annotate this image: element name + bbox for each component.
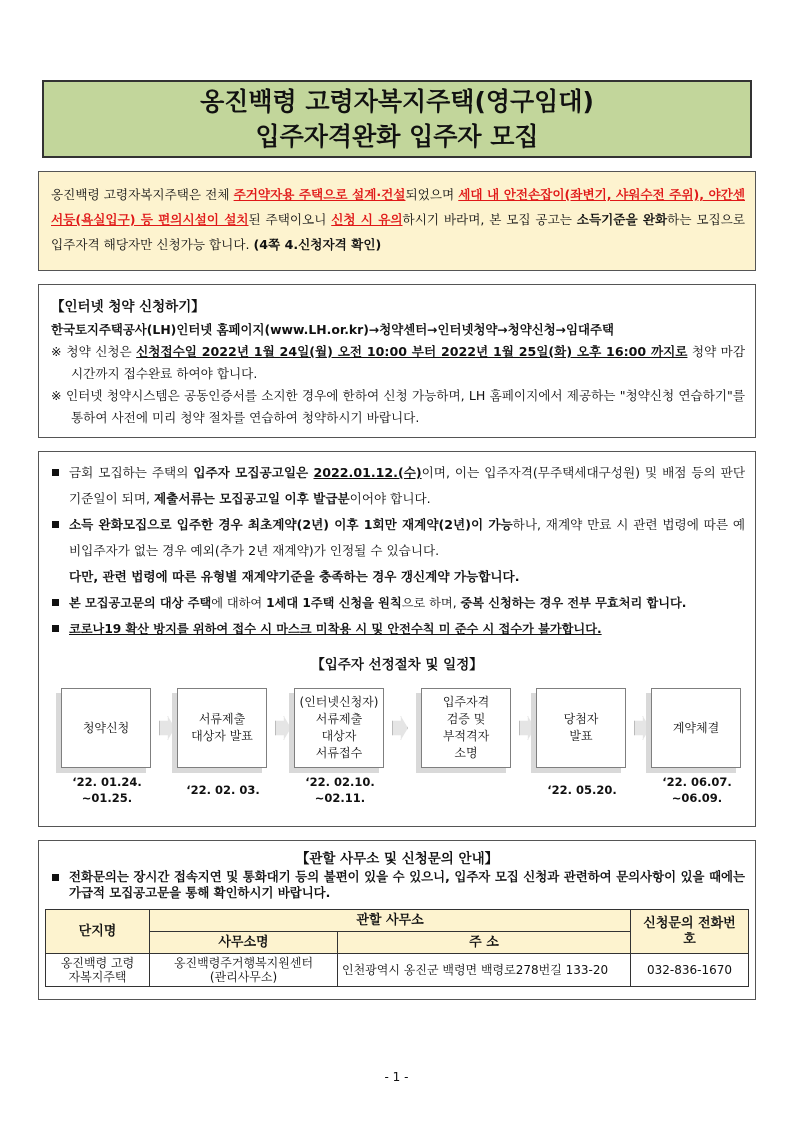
- step-label: 검증 및: [446, 712, 486, 726]
- step-label: 계약체결: [672, 720, 720, 735]
- arrow-right-icon: [634, 716, 650, 740]
- notice-text: 하시기 바라며, 본 모집 공고는: [402, 212, 577, 227]
- date-line: ~01.25.: [81, 791, 133, 805]
- schedule-date: [642, 774, 752, 806]
- schedule-date: [285, 774, 395, 806]
- notice-text: 하는 모집으로 입주자격 해당자만 신청가능 합니다.: [51, 212, 746, 252]
- notice-reference: (4쪽 4.신청자격 확인): [253, 237, 382, 252]
- header-phone: 신청문의 전화번호: [631, 910, 749, 954]
- schedule-date: [52, 774, 162, 806]
- notice-text: 옹진백령 고령자복지주택은 전체: [51, 187, 234, 202]
- bullet-announcement-date: [49, 460, 745, 512]
- notice-emphasis: 소득기준을 완화: [576, 212, 668, 227]
- header-address: 주 소: [338, 932, 631, 954]
- date-line: ~02.11.: [314, 791, 366, 805]
- date-line: ‘22. 01.24.: [72, 775, 142, 789]
- bullet-emphasis: 소득 완화모집으로 입주한 경우 최초계약(2년) 이후 1회만 재계약(2년)이 가능: [69, 517, 513, 532]
- header-complex: 단지명: [46, 910, 150, 954]
- step-label: 부적격자: [442, 729, 490, 743]
- announcement-date: 2022.01.12.(수): [313, 465, 422, 480]
- bullet-emphasis: 본 모집공고문의 대상 주택: [69, 596, 212, 610]
- office-table: [45, 909, 749, 987]
- apply-heading: 【인터넷 청약 신청하기】: [51, 299, 205, 315]
- bullet-text: 하나, 재계약 만료 시 관련 법령에 따른 예비입주자가 없는 경우 예외(추가 2년 재계약)가 인정될 수 있습니다.: [69, 517, 745, 558]
- notice-box: [38, 171, 756, 271]
- step-label: 소명: [454, 746, 478, 760]
- arrow-right-icon: [159, 716, 175, 740]
- page-number: - 1 -: [384, 1070, 409, 1084]
- notice-text: 되었으며: [405, 187, 459, 202]
- header-office: 관할 사무소: [150, 910, 631, 932]
- step-label: 서류접수: [315, 746, 363, 760]
- bullet-text: 이며, 이는 입주자격(무주택세대구성원) 및 배점 등의 판단 기준일이 되며,: [69, 465, 745, 506]
- cell-complex: 옹진백령 고령자복지주택: [46, 954, 150, 987]
- internet-apply-box: [38, 284, 756, 438]
- bullet-square-icon: [52, 874, 59, 881]
- schedule-step-winner: [536, 688, 626, 768]
- date-line: ‘22. 06.07.: [662, 775, 732, 789]
- bullet-one-house: [49, 590, 745, 616]
- bullet-covid: [49, 616, 745, 642]
- bullet-emphasis: 입주자 모집공고일은: [193, 465, 314, 480]
- step-label: 청약신청: [82, 720, 130, 735]
- bullet-emphasis: 코로나19 확산 방지를 위하여 접수 시 마스크 미착용 시 및 안전수칙 미 준수 시 접수가 불가합니다.: [69, 622, 602, 636]
- schedule-step-doc-submit: [294, 688, 384, 768]
- schedule-step-verification: [421, 688, 511, 768]
- bullet-emphasis: 중복 신청하는 경우 전부 무효처리 합니다.: [460, 596, 687, 610]
- date-line: ‘22. 05.20.: [547, 783, 617, 797]
- bullet-emphasis: 1세대 1주택 신청을 원칙: [266, 596, 402, 610]
- step-label: 대상자 발표: [191, 729, 253, 743]
- schedule-step-apply: [61, 688, 151, 768]
- office-phone-note: [49, 869, 745, 901]
- office-info-box: [38, 840, 756, 1000]
- schedule-step-doc-target: [177, 688, 267, 768]
- apply-path: 한국토지주택공사(LH)인터넷 홈페이지(www.LH.or.kr)→청약센터→인터넷청약→청약신청→임대주택: [51, 322, 614, 337]
- title-line-2: 입주자격완화 입주자 모집: [255, 122, 539, 151]
- step-label: (인터넷신청자): [299, 695, 379, 709]
- cell-phone: 032-836-1670: [631, 954, 749, 987]
- main-info-box: [38, 451, 756, 827]
- bullet-recontract: [49, 512, 745, 564]
- apply-note-text: 청약 마감시간까지 접수완료 하여야 합니다.: [71, 344, 746, 381]
- bullet-emphasis: 제출서류는 모집공고일 이후 발급분: [154, 491, 350, 506]
- title-line-1: 옹진백령 고령자복지주택(영구임대): [200, 87, 594, 116]
- office-note-text: 전화문의는 장시간 접속지연 및 통화대기 등의 불편이 있을 수 있으니, 입주자 모집 신청과 관련하여 문의사항이 있을 때에는 가급적 모집공고문을 통해 확인하시기 바랍니다.: [69, 869, 745, 900]
- date-line: ~06.09.: [671, 791, 723, 805]
- arrow-right-icon: [392, 716, 408, 740]
- bullet-square-icon: [52, 521, 59, 528]
- notice-highlight: 신청 시 유의: [331, 212, 403, 227]
- schedule-title: 【입주자 선정절차 및 일정】: [311, 657, 483, 673]
- step-label: 서류제출: [198, 712, 246, 726]
- apply-note-text: ※ 청약 신청은: [51, 344, 137, 359]
- header-office-name: 사무소명: [150, 932, 338, 954]
- bullet-square-icon: [52, 625, 59, 632]
- cell-office-name: 옹진백령주거행복지원센터 (관리사무소): [150, 954, 338, 987]
- apply-period: 신청접수일 2022년 1월 24일(월) 오전 10:00 부터 2022년 1월 25일(화) 오후 16:00 까지로: [136, 344, 688, 359]
- bullet-text: 금회 모집하는 주택의: [69, 465, 194, 480]
- step-label: 대상자: [321, 729, 357, 743]
- apply-period-note: [51, 341, 745, 385]
- cell-address: 인천광역시 옹진군 백령면 백령로278번길 133-20: [338, 954, 631, 987]
- schedule-date: [527, 782, 637, 798]
- arrow-right-icon: [519, 716, 535, 740]
- step-label: 당첨자: [563, 712, 599, 726]
- schedule-step-contract: [651, 688, 741, 768]
- notice-highlight: 주거약자용 주택으로 설계·건설: [233, 187, 406, 202]
- step-label: 입주자격: [442, 695, 490, 709]
- bullet-text: 에 대하여: [211, 596, 267, 610]
- notice-highlight: 세대 내 안전손잡이(좌변기, 샤워수전 주위), 야간센서등(욕실입구) 등 편의시설이 설치: [51, 187, 745, 227]
- bullet-square-icon: [52, 599, 59, 606]
- office-title: 【관할 사무소 및 신청문의 안내】: [295, 851, 499, 867]
- page-title: [42, 80, 752, 158]
- date-line: ‘22. 02.10.: [305, 775, 375, 789]
- table-row: [46, 954, 749, 987]
- step-label: 서류제출: [315, 712, 363, 726]
- bullet-text: 이어야 합니다.: [349, 491, 431, 506]
- bullet-text: 으로 하며,: [401, 596, 461, 610]
- notice-text: 된 주택이오니: [248, 212, 332, 227]
- step-label: 발표: [569, 729, 593, 743]
- schedule-date: [168, 782, 278, 798]
- arrow-right-icon: [275, 716, 291, 740]
- apply-cert-note: ※ 인터넷 청약시스템은 공동인증서를 소지한 경우에 한하여 신청 가능하며, LH 홈페이지에서 제공하는 "청약신청 연습하기"를 통하여 사전에 미리 청약 절차를 연습하여 청약하시기 바랍니다.: [51, 388, 745, 425]
- bullet-square-icon: [52, 469, 59, 476]
- date-line: ‘22. 02. 03.: [186, 783, 260, 797]
- bullet-renewal-note: 다만, 관련 법령에 따른 유형별 재계약기준을 충족하는 경우 갱신계약 가능합니다.: [69, 569, 520, 584]
